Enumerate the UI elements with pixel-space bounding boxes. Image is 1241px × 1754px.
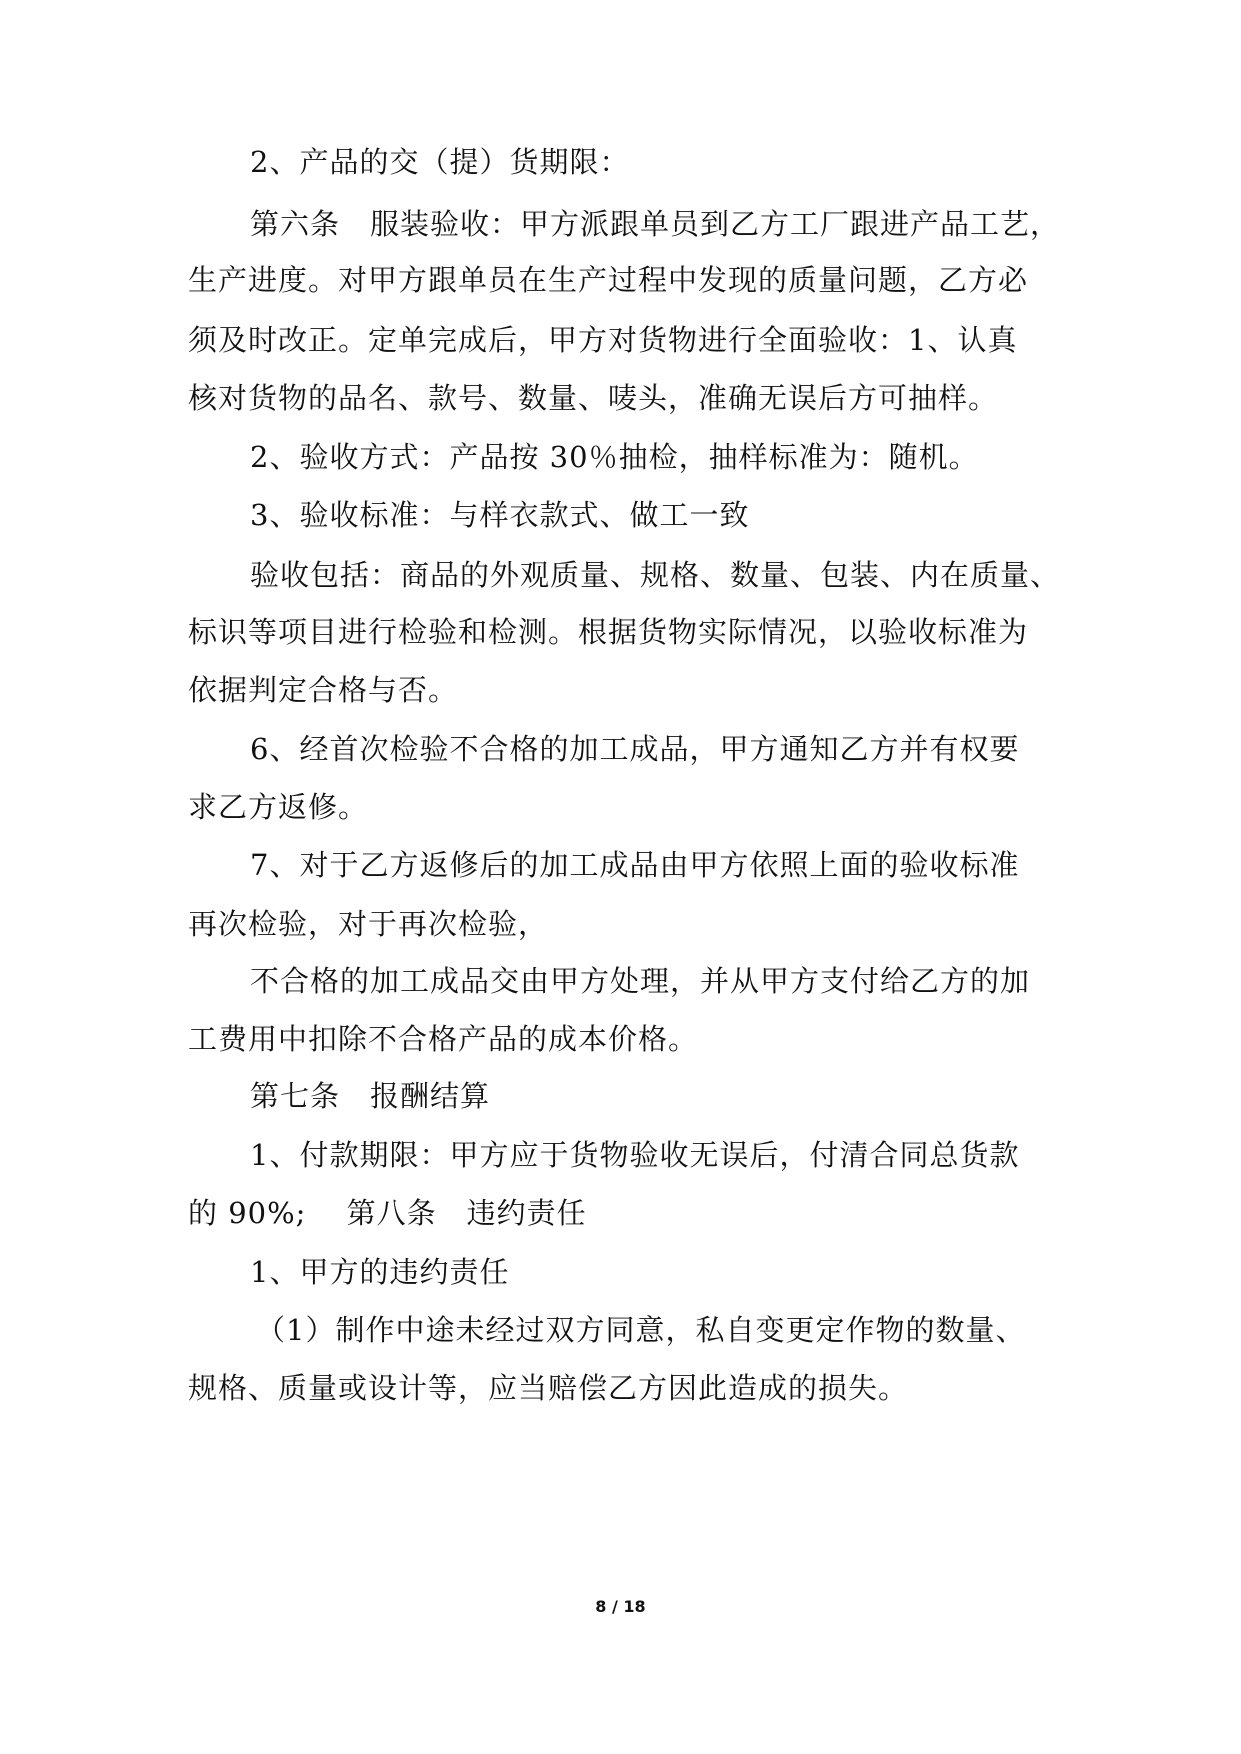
text-line-liability-item-1-cont: 规格、质量或设计等，应当赔偿乙方因此造成的损失。 xyxy=(188,1371,909,1405)
text-line-article-6-title: 第六条 服装验收：甲方派跟单员到乙方工厂跟进产品工艺， xyxy=(250,207,1061,241)
text-line-inspection-standard: 3、验收标准：与样衣款式、做工一致 xyxy=(250,498,750,532)
text-line-payment-term-cont: 的 90%; 第八条 违约责任 xyxy=(188,1196,587,1230)
text-line-payment-term: 1、付款期限：甲方应于货物验收无误后，付清合同总货款 xyxy=(250,1138,1020,1172)
text-line-article-6-cont-2: 须及时改正。定单完成后，甲方对货物进行全面验收：1、认真 xyxy=(188,323,1018,357)
text-line-delivery-deadline: 2、产品的交（提）货期限： xyxy=(250,145,630,179)
text-line-inspection-includes-cont-1: 标识等项目进行检验和检测。根据货物实际情况，以验收标准为 xyxy=(188,615,1029,649)
text-line-item-6: 6、经首次检验不合格的加工成品，甲方通知乙方并有权要 xyxy=(250,732,1020,766)
text-line-unqualified-products: 不合格的加工成品交由甲方处理，并从甲方支付给乙方的加 xyxy=(250,964,1031,998)
text-line-liability-item-1: （1）制作中途未经过双方同意，私自变更定作物的数量、 xyxy=(256,1313,1026,1347)
text-line-article-7-title: 第七条 报酬结算 xyxy=(250,1079,491,1113)
text-line-article-6-cont-3: 核对货物的品名、款号、数量、唛头，准确无误后方可抽样。 xyxy=(188,381,999,415)
text-line-item-6-cont: 求乙方返修。 xyxy=(188,790,369,824)
text-line-item-7-cont: 再次检验，对于再次检验， xyxy=(188,907,549,941)
text-line-party-a-liability: 1、甲方的违约责任 xyxy=(250,1255,510,1289)
text-line-inspection-method: 2、验收方式：产品按 30％抽检，抽样标准为：随机。 xyxy=(250,440,979,474)
text-line-item-7: 7、对于乙方返修后的加工成品由甲方依照上面的验收标准 xyxy=(250,848,1020,882)
text-line-inspection-includes-cont-2: 依据判定合格与否。 xyxy=(188,673,459,707)
text-line-inspection-includes: 验收包括：商品的外观质量、规格、数量、包装、内在质量、 xyxy=(250,558,1061,592)
text-line-unqualified-products-cont: 工费用中扣除不合格产品的成本价格。 xyxy=(188,1022,699,1056)
page-number: 8 / 18 xyxy=(595,1597,646,1616)
text-line-article-6-cont-1: 生产进度。对甲方跟单员在生产过程中发现的质量问题，乙方必 xyxy=(188,263,1029,297)
